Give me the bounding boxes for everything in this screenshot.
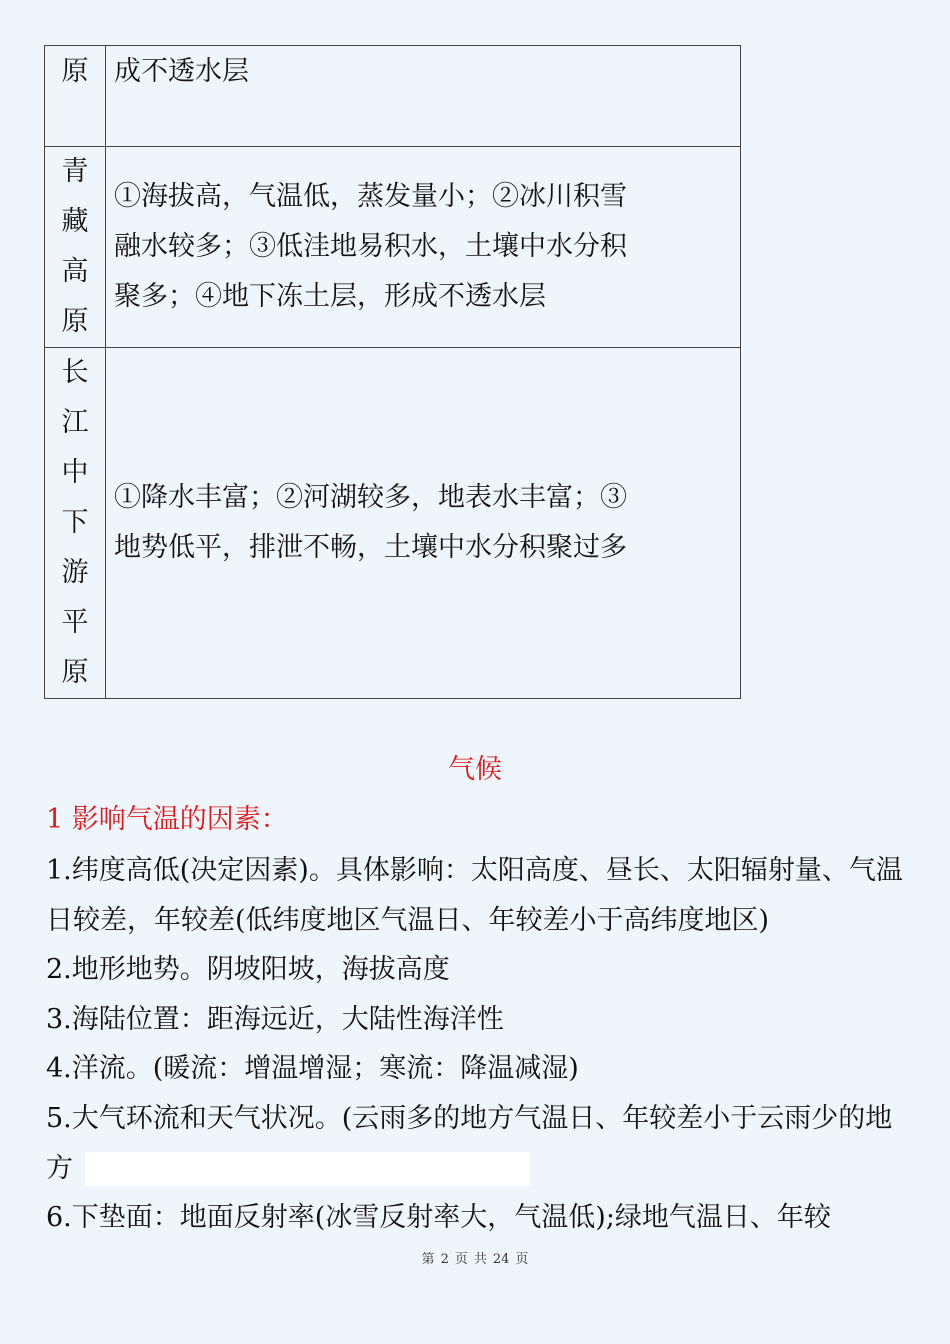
- paragraph: 4.洋流。(暖流：增温增湿；寒流：降温减湿): [46, 1053, 579, 1085]
- region-char: 原: [61, 306, 89, 337]
- table-row: [45, 46, 741, 147]
- region-char: 原: [61, 657, 89, 688]
- region-char: 高: [61, 256, 89, 287]
- page-number: 2: [440, 1252, 449, 1267]
- paragraph: 2.地形地势。阴坡阳坡，海拔高度: [46, 954, 450, 986]
- region-cell: [45, 46, 106, 147]
- sub-heading: 1 影响气温的因素：: [46, 804, 288, 835]
- region-cell: [45, 348, 106, 699]
- paragraph: 3.海陆位置：距海远近，大陆性海洋性: [46, 1003, 504, 1035]
- region-cell: [45, 147, 106, 348]
- white-highlight-box: [85, 1152, 530, 1186]
- geography-table: [44, 45, 741, 699]
- region-char: 原: [61, 56, 89, 87]
- footer-total-label: 共: [473, 1252, 487, 1267]
- description-cell: [106, 46, 741, 147]
- description-cell: [106, 147, 741, 348]
- paragraph-with-highlight: [46, 1094, 912, 1193]
- footer-total-unit: 页: [515, 1252, 529, 1267]
- region-char: 江: [61, 407, 89, 438]
- paragraph: 6.下垫面：地面反射率(冰雪反射率大，气温低);绿地气温日、年较: [46, 1202, 831, 1234]
- footer-prefix: 第: [421, 1252, 435, 1267]
- paragraph-text: 5.大气环流和天气状况。(云雨多的地方气温日、年较差小于云雨少的地方: [46, 1102, 893, 1184]
- region-char: 藏: [61, 206, 89, 237]
- table-row: [45, 147, 741, 348]
- region-char: 中: [61, 457, 89, 488]
- total-pages: 24: [492, 1252, 510, 1267]
- region-char: 平: [61, 607, 89, 638]
- region-char: 游: [61, 557, 89, 588]
- section-title: 气候: [448, 754, 502, 785]
- region-char: 青: [61, 156, 89, 187]
- footer-page-unit: 页: [454, 1252, 468, 1267]
- description-text: ①降水丰富；②河湖较多，地表水丰富；③地势低平，排泄不畅，土壤中水分积聚过多: [114, 482, 627, 563]
- table-row: [45, 348, 741, 699]
- body-text: [46, 846, 912, 1243]
- description-text: ①海拔高，气温低，蒸发量小；②冰川积雪融水较多；③低洼地易积水，土壤中水分积聚多；④地下冻土层，形成不透水层: [114, 181, 627, 312]
- paragraph: 1.纬度高低(决定因素)。具体影响：太阳高度、昼长、太阳辐射量、气温日较差，年较差(低纬度地区气温日、年较差小于高纬度地区): [46, 855, 903, 936]
- page-footer: [0, 1248, 950, 1267]
- region-char: 长: [61, 357, 89, 388]
- description-text: 成不透水层: [114, 56, 249, 87]
- description-cell: [106, 348, 741, 699]
- region-char: 下: [61, 507, 89, 538]
